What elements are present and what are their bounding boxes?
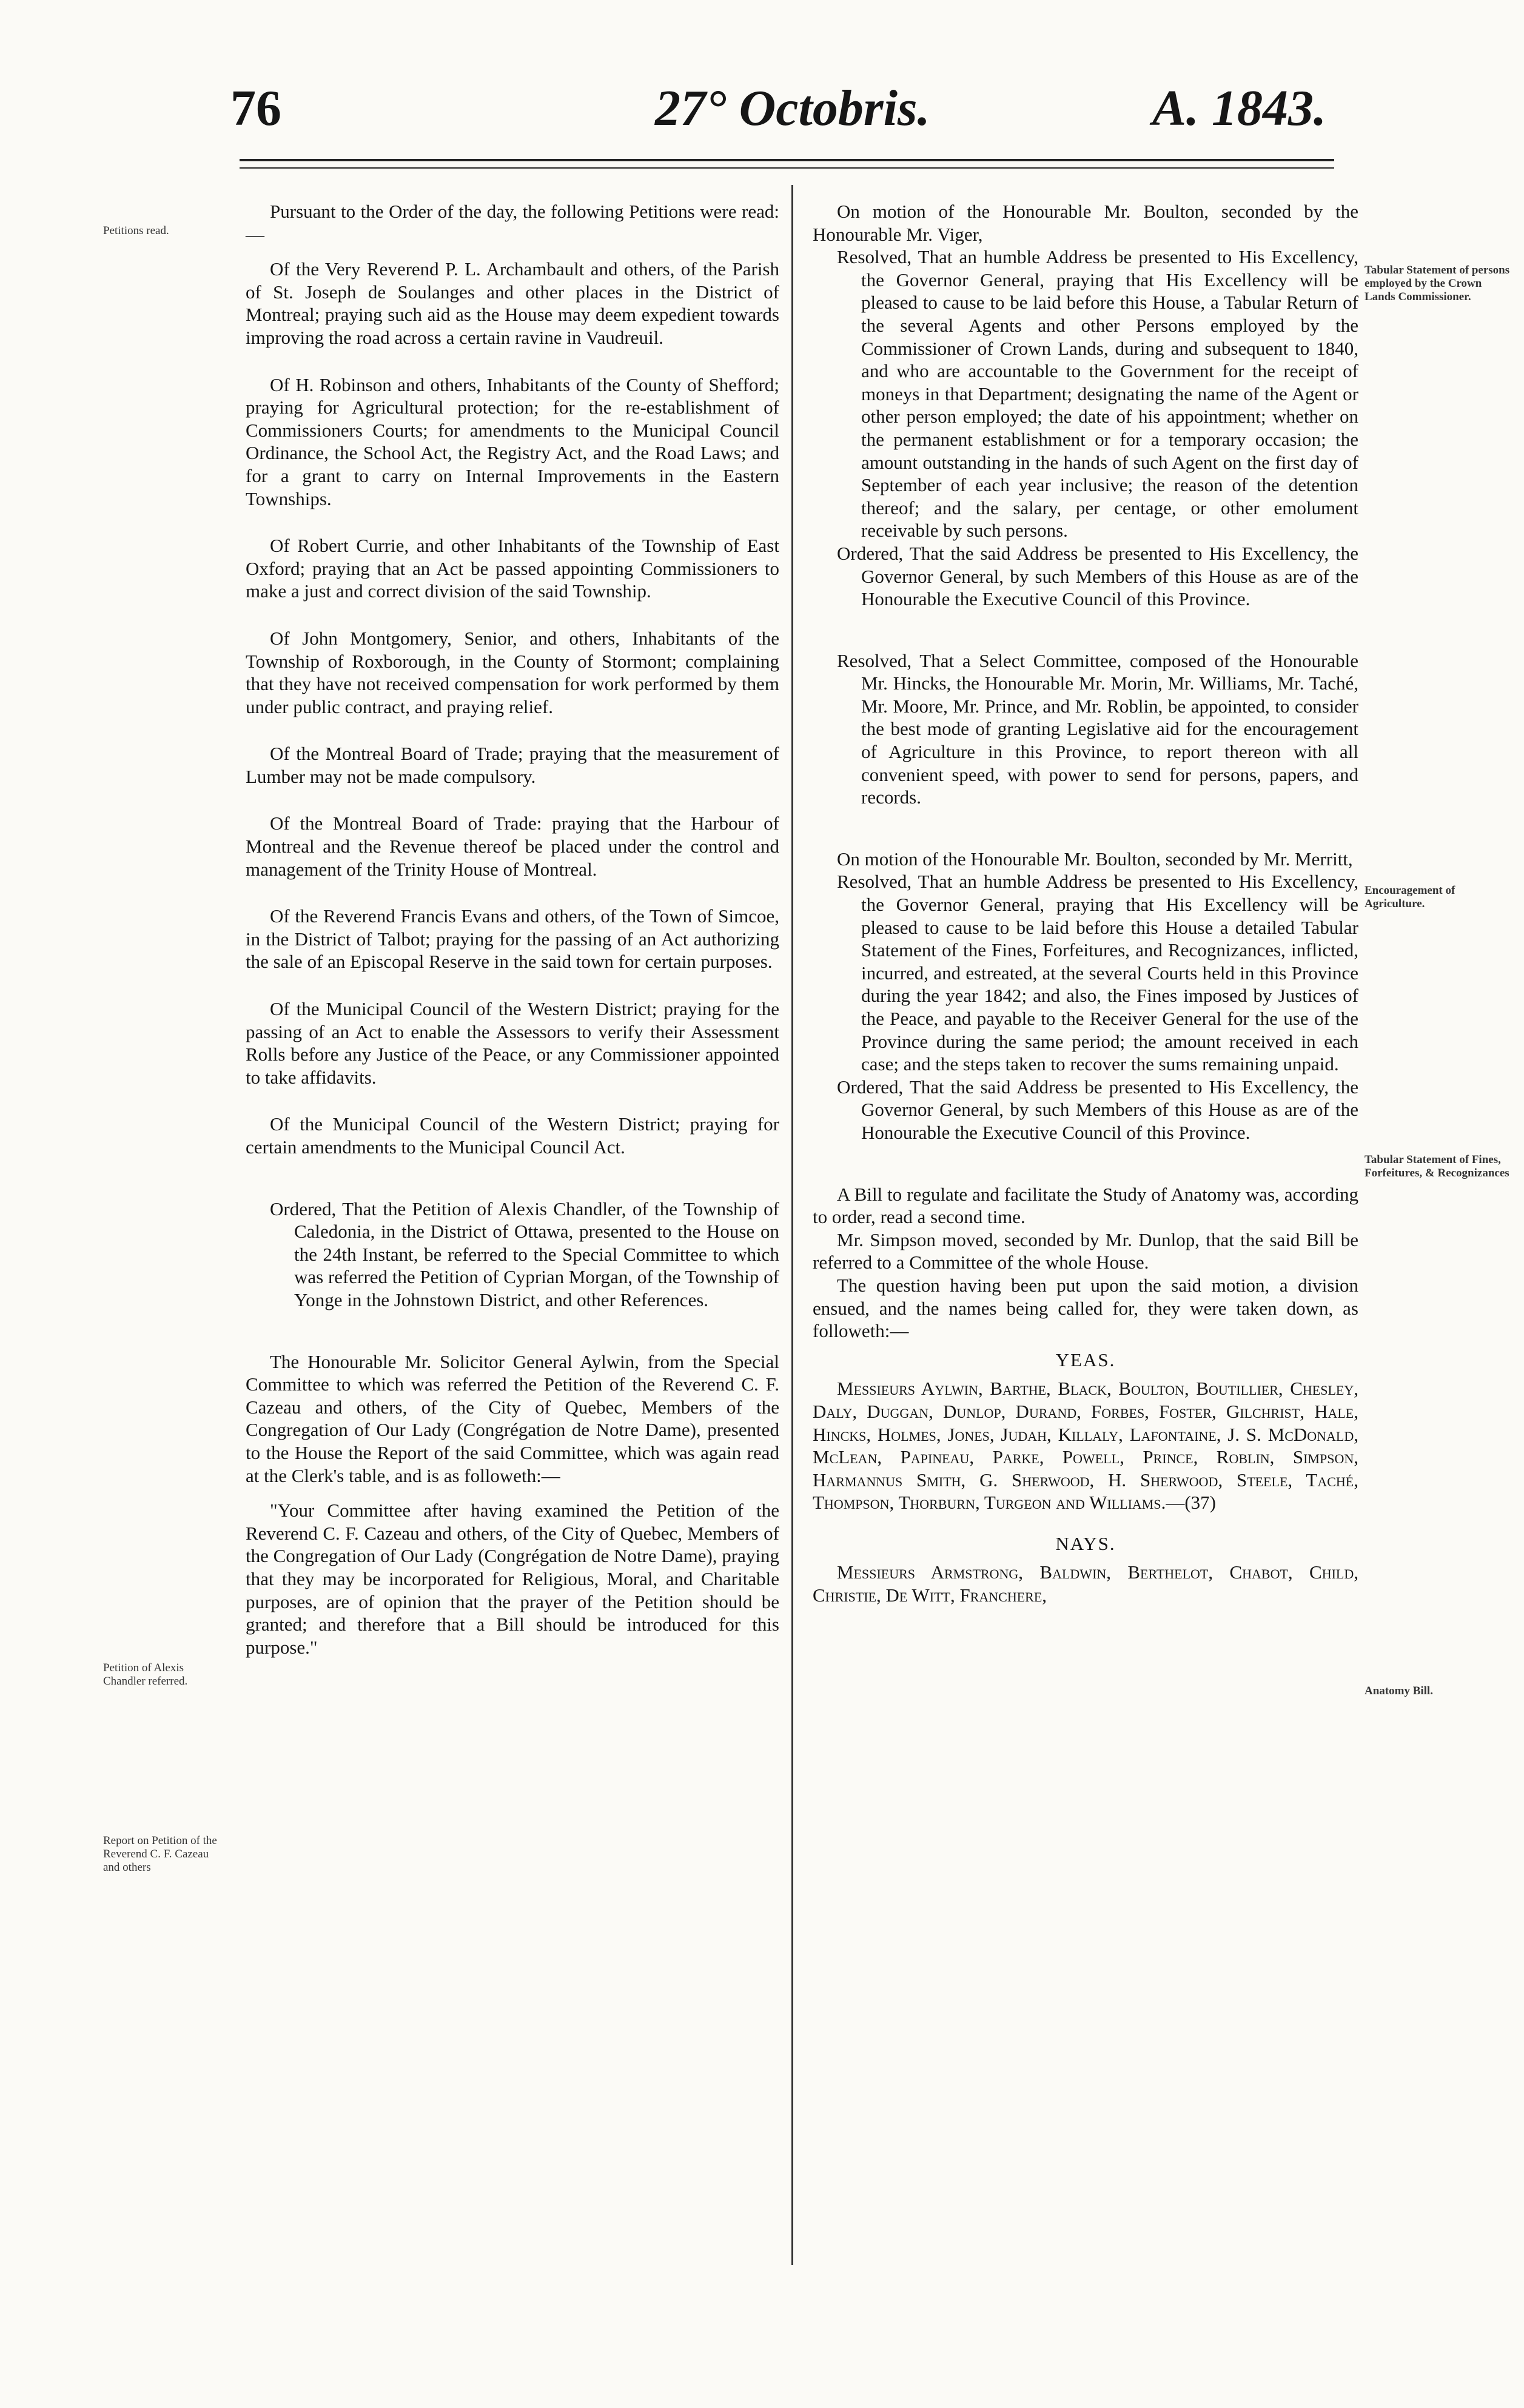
margin-note-petitions-read: Petitions read. [103,224,169,237]
paragraph: Of the Very Reverend P. L. Archambault and others, of the Parish of St. Joseph de Soulanges and other places in the District of Montreal; praying such aid as the House may deem expedient towards improving the road across a certain ravine in Vaudreuil. [246,258,779,348]
paragraph: Of the Montreal Board of Trade: praying that the Harbour of Montreal and the Revenue thereof be placed under the control and management of the Trinity House of Montreal. [246,813,779,880]
page-number: 76 [230,80,281,136]
paragraph: Of the Municipal Council of the Western District; praying for certain amendments to the Municipal Council Act. [246,1113,779,1158]
paragraph: Of H. Robinson and others, Inhabitants of the County of Shefford; praying for Agricultural protection; for the re-establishment of Commissioners Courts; for amendments to the Municipal Council Ordinance, the School Act, the Registry Act, and the Road Laws; and for a grant to carry on Internal Improvements in the Eastern Townships. [246,374,779,509]
header-rule-top [240,159,1334,161]
paragraph: Ordered, That the said Address be presented to His Excellency, the Governor General, by such Members of this House as are of the Honourable the Executive Council of this Province. [837,1076,1358,1143]
page-year: A. 1843. [1152,80,1327,136]
header-rule-bottom [240,167,1334,169]
page-date: 27° Octobris. [655,80,930,136]
paragraph: Of John Montgomery, Senior, and others, Inhabitants of the Township of Roxborough, in the County of Stormont; complaining that they have not received compensation for work performed by them under public contract, and praying relief. [246,627,779,717]
right-column [813,200,1358,1607]
paragraph: The Honourable Mr. Solicitor General Aylwin, from the Special Committee to which was referred the Petition of the Reverend C. F. Cazeau and others, of the City of Quebec, Members of the Congregation of Our Lady (Congrégation de Notre Dame), presented to the House the Report of the said Committee, which was again read at the Clerk's table, and is as followeth:— [246,1350,779,1486]
paragraph: Pursuant to the Order of the day, the following Petitions were read:— [246,201,779,245]
page-header [0,79,1524,146]
paragraph: Resolved, That an humble Address be presented to His Excellency, the Governor General, praying that His Excellency will be pleased to cause to be laid before this House a detailed Tabular Statement of the Fines, Forfeitures, and Recognizances, inflicted, incurred, and estreated, at the several Courts held in this Province during the year 1842; and also, the Fines imposed by Justices of the Peace, and payable to the Receiver General for the use of the Province during the same period; the amount received in each case; and the steps taken to recover the sums remaining unpaid. [837,871,1358,1075]
paragraph: Resolved, That an humble Address be presented to His Excellency, the Governor General, praying that His Excellency will be pleased to cause to be laid before this House, a Tabular Return of the several Agents and other Persons employed by the Commissioner of Crown Lands, during and subsequent to 1840, and who are accountable to the Government for the receipt of moneys in that Department; designating the name of the Agent or other person employed; the date of his appointment; whether on the permanent establishment or for a temporary occasion; the amount outstanding in the hands of such Agent on the first day of September of each year inclusive; the reason of the detention thereof; and the salary, per centage, or other emolument receivable by such persons. [837,246,1358,542]
paragraph: On motion of the Honourable Mr. Boulton, seconded by Mr. Merritt, [837,848,1353,870]
left-column [246,200,779,1658]
margin-note-tabular-statement: Tabular Statement of persons employed by the Crown Lands Commissioner. [1365,264,1510,303]
margin-note-anatomy-bill: Anatomy Bill. [1365,1685,1433,1697]
yeas-heading: YEAS. [1055,1349,1116,1370]
nays-list: Messieurs Armstrong, Baldwin, Berthelot, Chabot, Child, Christie, De Witt, Franchere, [813,1561,1358,1606]
yeas-list: Messieurs Aylwin, Barthe, Black, Boulton, Boutillier, Chesley, Daly, Duggan, Dunlop, Durand, Forbes, Foster, Gilchrist, Hale, Hincks, Holmes, Jones, Judah, Killaly, Lafontaine, J. S. McDonald, McLean, Papineau, Parke, Powell, Prince, Roblin, Simpson, Harmannus Smith, G. Sherwood, H. Sherwood, Steele, Taché, Thompson, Thorburn, Turgeon and Williams.—(37) [813,1378,1358,1514]
margin-note-cazeau-report: Report on Petition of the Reverend C. F. Cazeau and others [103,1834,217,1874]
paragraph: Resolved, That a Select Committee, composed of the Honourable Mr. Hincks, the Honourable Mr. Morin, Mr. Williams, Mr. Taché, Mr. Moore, Mr. Prince, and Mr. Roblin, be appointed, to consider the best mode of granting Legislative aid for the encouragement of Agriculture in this Province, to report thereon with all convenient speed, with power to send for persons, papers, and records. [837,649,1358,808]
paragraph: Of Robert Currie, and other Inhabitants of the Township of East Oxford; praying that an Act be passed appointing Commissioners to make a just and correct division of the said Township. [246,535,779,602]
paragraph: Ordered, That the Petition of Alexis Chandler, of the Township of Caledonia, in the District of Ottawa, presented to the House on the 24th Instant, be referred to the Special Committee to which was referred the Petition of Cyprian Morgan, of the Township of Yonge in the Johnstown District, and other References. [270,1198,779,1310]
paragraph: Ordered, That the said Address be presented to His Excellency, the Governor General, by such Members of this House as are of the Honourable the Executive Council of this Province. [837,542,1358,610]
margin-note-fines: Tabular Statement of Fines, Forfeitures, & Recognizances [1365,1153,1509,1179]
paragraph: On motion of the Honourable Mr. Boulton, seconded by the Honourable Mr. Viger, [813,201,1358,245]
margin-note-alexis-chandler: Petition of Alexis Chandler referred. [103,1662,188,1688]
nays-heading: NAYS. [1055,1532,1116,1554]
paragraph: A Bill to regulate and facilitate the Study of Anatomy was, according to order, read a second time. [813,1183,1358,1228]
column-divider [791,185,793,2265]
paragraph: The question having been put upon the said motion, a division ensued, and the names being called for, they were taken down, as followeth:— [813,1274,1358,1342]
paragraph: Of the Municipal Council of the Western District; praying for the passing of an Act to enable the Assessors to verify their Assessment Rolls before any Justice of the Peace, or any Commissioner appointed to take affidavits. [246,998,779,1088]
paragraph: "Your Committee after having examined the Petition of the Reverend C. F. Cazeau and others, of the City of Quebec, Members of the Congregation of Our Lady (Congrégation de Notre Dame), praying that they may be incorporated for Religious, Moral, and Charitable purposes, are of opinion that the prayer of the Petition should be granted; and therefore that a Bill should be introduced for this purpose." [246,1500,779,1658]
paragraph: Of the Reverend Francis Evans and others, of the Town of Simcoe, in the District of Talbot; praying for the passing of an Act authorizing the sale of an Episcopal Reserve in the said town for certain purposes. [246,905,779,973]
paragraph: Mr. Simpson moved, seconded by Mr. Dunlop, that the said Bill be referred to a Committee of the whole House. [813,1229,1358,1273]
paragraph: Of the Montreal Board of Trade; praying that the measurement of Lumber may not be made compulsory. [246,743,779,787]
margin-note-agriculture: Encouragement of Agriculture. [1365,884,1455,910]
